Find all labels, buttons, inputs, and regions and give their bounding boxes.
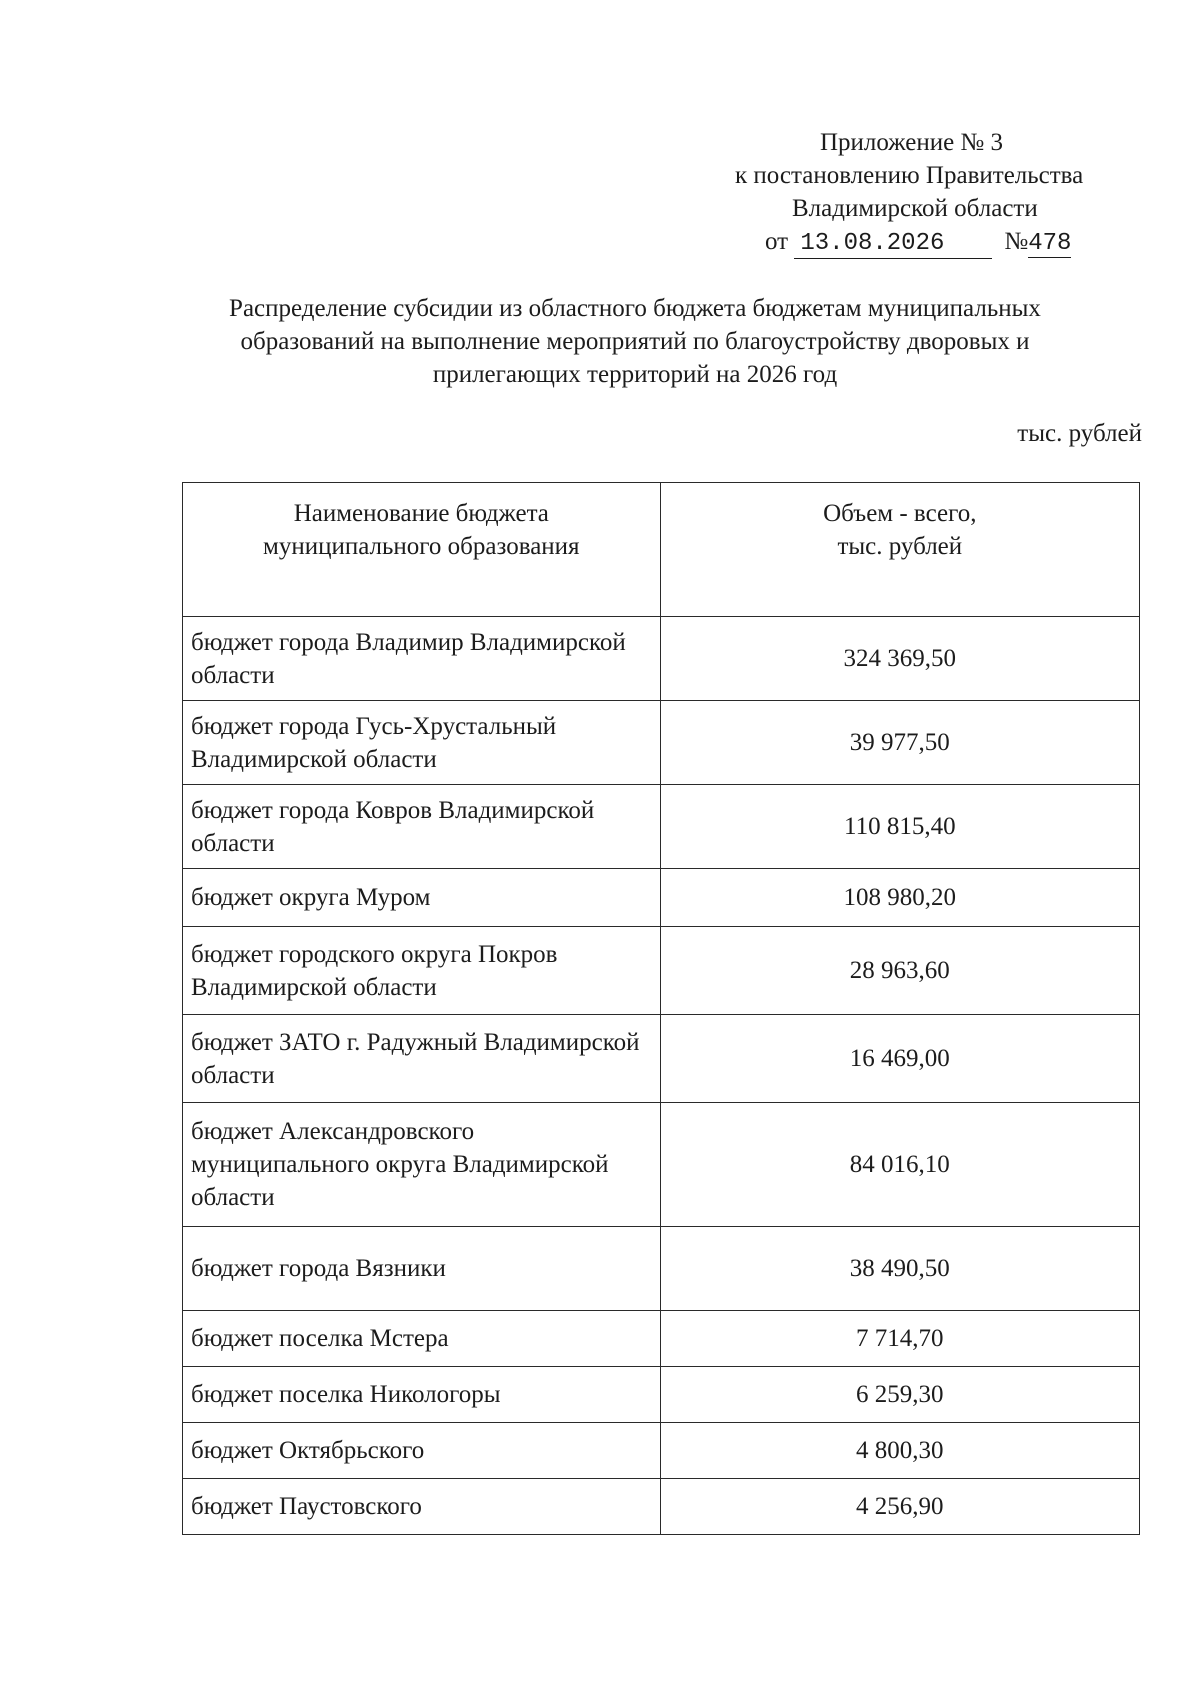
row-amount: 4 256,90 — [660, 1479, 1139, 1535]
number-label: № — [1004, 228, 1029, 255]
table-row — [183, 1367, 1140, 1423]
row-amount: 324 369,50 — [660, 617, 1139, 701]
from-label: от — [765, 228, 789, 255]
table-row — [183, 927, 1140, 1015]
row-budget-name: бюджет Октябрьского — [183, 1423, 661, 1479]
row-budget-name: бюджет поселка Мстера — [183, 1311, 661, 1367]
document-title — [150, 292, 1120, 391]
title-line-3: прилегающих территорий на 2026 год — [432, 361, 838, 388]
row-budget-name: бюджет округа Муром — [183, 869, 661, 927]
row-amount: 39 977,50 — [660, 701, 1139, 785]
subsidy-table — [182, 482, 1140, 1535]
row-budget-name: бюджет городского округа Покров Владимирской области — [183, 927, 661, 1015]
header-budget-name: Наименование бюджета муниципального образования — [183, 483, 661, 617]
row-budget-name: бюджет поселка Никологоры — [183, 1367, 661, 1423]
row-amount: 4 800,30 — [660, 1423, 1139, 1479]
row-budget-name: бюджет города Владимир Владимирской области — [183, 617, 661, 701]
title-line-2: образований на выполнение мероприятий по благоустройству дворовых и — [240, 328, 1030, 355]
row-budget-name: бюджет города Гусь-Хрустальный Владимирской области — [183, 701, 661, 785]
row-budget-name: бюджет города Ковров Владимирской области — [183, 785, 661, 869]
appendix-reference — [660, 126, 1160, 260]
row-amount: 16 469,00 — [660, 1015, 1139, 1103]
row-budget-name: бюджет Александровского муниципального округа Владимирской области — [183, 1103, 661, 1227]
table-row — [183, 617, 1140, 701]
row-budget-name: бюджет ЗАТО г. Радужный Владимирской области — [183, 1015, 661, 1103]
table-header-row — [183, 483, 1140, 617]
appendix-resolution: к постановлению Правительства — [735, 162, 1084, 189]
row-amount: 28 963,60 — [660, 927, 1139, 1015]
table-row — [183, 1423, 1140, 1479]
title-line-1: Распределение субсидии из областного бюджета бюджетам муниципальных — [229, 295, 1041, 322]
row-amount: 7 714,70 — [660, 1311, 1139, 1367]
resolution-date: 13.08.2026 — [794, 230, 992, 259]
table-row — [183, 869, 1140, 927]
row-amount: 6 259,30 — [660, 1367, 1139, 1423]
header-volume: Объем - всего, тыс. рублей — [660, 483, 1139, 617]
appendix-region: Владимирской области — [792, 195, 1038, 222]
table-row — [183, 1015, 1140, 1103]
row-amount: 108 980,20 — [660, 869, 1139, 927]
row-amount: 84 016,10 — [660, 1103, 1139, 1227]
row-amount: 38 490,50 — [660, 1227, 1139, 1311]
table-row — [183, 785, 1140, 869]
table-row — [183, 701, 1140, 785]
row-budget-name: бюджет города Вязники — [183, 1227, 661, 1311]
table-row — [183, 1227, 1140, 1311]
units-label: тыс. рублей — [1017, 420, 1142, 447]
appendix-date-line — [660, 225, 1160, 260]
resolution-number: 478 — [1028, 230, 1072, 257]
table-row — [183, 1311, 1140, 1367]
row-amount: 110 815,40 — [660, 785, 1139, 869]
table-row — [183, 1103, 1140, 1227]
table-row — [183, 1479, 1140, 1535]
row-budget-name: бюджет Паустовского — [183, 1479, 661, 1535]
appendix-number: Приложение № 3 — [820, 129, 1004, 156]
